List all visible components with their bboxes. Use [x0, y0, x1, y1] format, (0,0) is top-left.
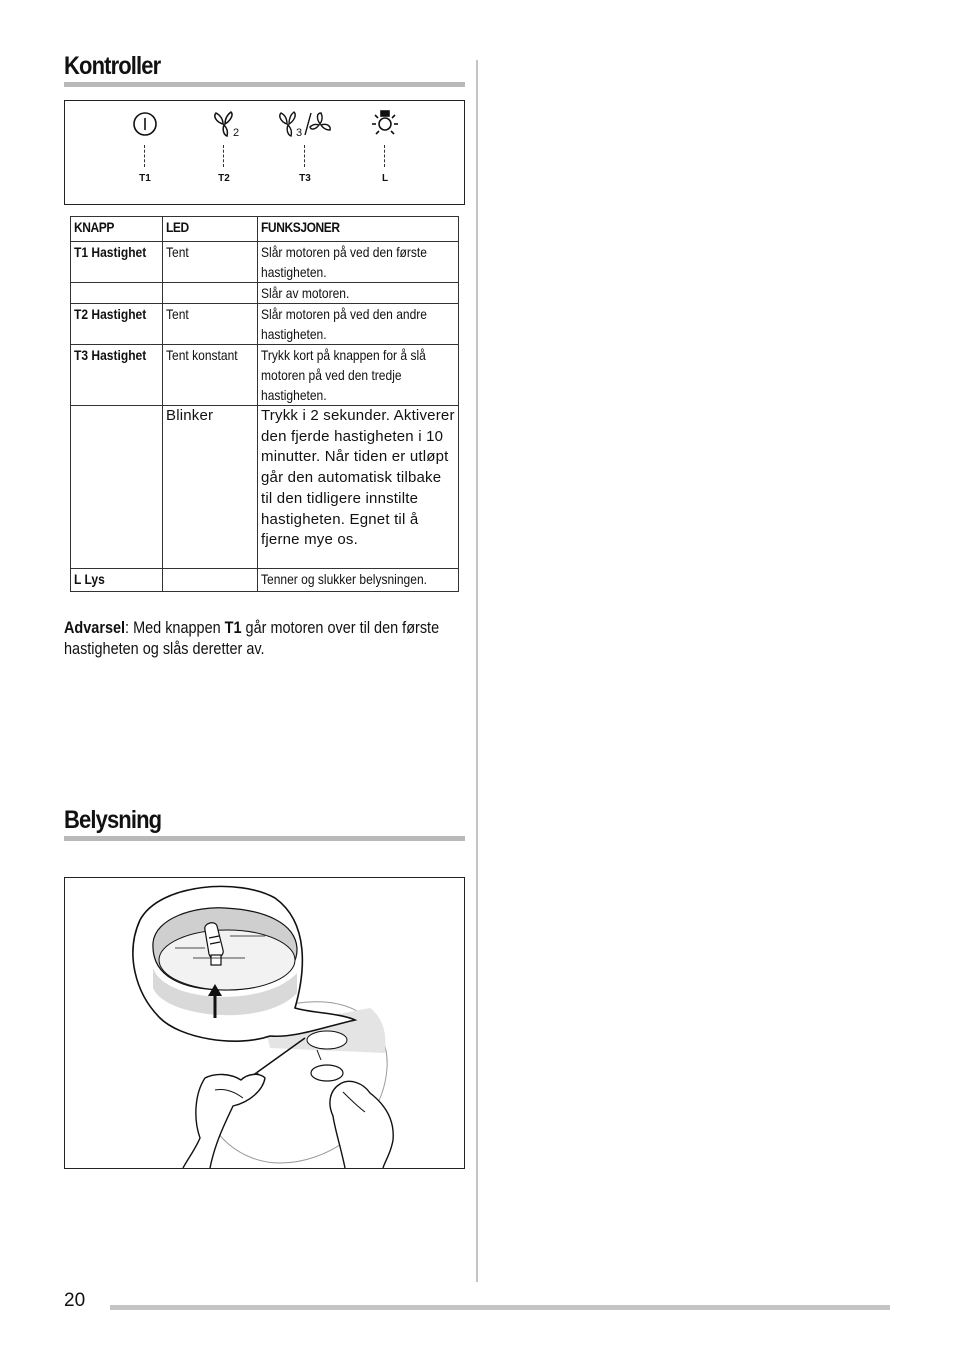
- cell-led: Tent: [163, 304, 258, 345]
- cell-knapp: T2 Hastighet: [71, 304, 163, 345]
- table-row: [71, 406, 459, 569]
- cell-led: Tent konstant: [163, 345, 258, 406]
- title-rule: [64, 82, 465, 87]
- cell-knapp: L Lys: [71, 569, 163, 592]
- cell-knapp: T1 Hastighet: [71, 242, 163, 283]
- button-label-l: L: [381, 173, 389, 184]
- warning-label: Advarsel: [64, 618, 126, 637]
- page-number: 20: [64, 1290, 86, 1311]
- lighting-illustration: [64, 877, 465, 1169]
- light-icon: [355, 109, 415, 139]
- warning-text-before: : Med knappen: [125, 618, 225, 637]
- bulb-replacement-illustration: [65, 878, 464, 1168]
- cell-funksjon: Slår motoren på ved den andre hastigheten.: [258, 304, 459, 345]
- control-button-t3[interactable]: [275, 101, 335, 204]
- functions-table: [70, 216, 459, 592]
- column-divider: [476, 60, 478, 1282]
- cell-funksjon: Tenner og slukker belysningen.: [258, 569, 459, 592]
- cell-funksjon: Slår motoren på ved den første hastigheten.: [258, 242, 459, 283]
- table-row: [71, 345, 459, 406]
- footer-rule: [110, 1305, 890, 1310]
- cell-led: Tent: [163, 242, 258, 283]
- cell-led: [163, 283, 258, 304]
- cell-knapp: [71, 283, 163, 304]
- leader-line: [384, 145, 385, 167]
- table-row: [71, 242, 459, 283]
- control-panel-diagram: [64, 100, 465, 205]
- cell-funksjon: Trykk i 2 sekunder. Aktiverer den fjerde hastigheten i 10 minutter. Når tiden er utløpt går den automatisk tilbake til den tidligere innstilte hastigheten. Egnet til å fjerne mye os.: [258, 406, 459, 569]
- cell-knapp: T3 Hastighet: [71, 345, 163, 406]
- title-rule: [64, 836, 465, 841]
- warning-button: T1: [224, 618, 242, 637]
- power-icon: [115, 109, 175, 139]
- warning-note: [64, 617, 464, 659]
- fan-speed-2-icon: [194, 109, 254, 139]
- cell-funksjon: Slår av motoren.: [258, 283, 459, 304]
- section-title-kontroller: Kontroller: [64, 52, 161, 80]
- control-button-t2[interactable]: [194, 101, 254, 204]
- svg-text:3: 3: [296, 127, 303, 139]
- section-title-belysning: Belysning: [64, 806, 162, 834]
- cell-led: Blinker: [163, 406, 258, 569]
- header-funksjoner: FUNKSJONER: [258, 217, 459, 242]
- cell-knapp: [71, 406, 163, 569]
- cell-funksjon: Trykk kort på knappen for å slå motoren på ved den tredje hastigheten.: [258, 345, 459, 406]
- warning-text-after: går motoren over til den første hastigheten og slås deretter av.: [64, 618, 440, 658]
- svg-text:2: 2: [233, 127, 240, 139]
- control-button-l[interactable]: [355, 101, 415, 204]
- table-row: [71, 304, 459, 345]
- table-row: [71, 283, 459, 304]
- control-button-t1[interactable]: [115, 101, 175, 204]
- leader-line: [304, 145, 305, 167]
- leader-line: [223, 145, 224, 167]
- fan-speed-3-boost-icon: [275, 109, 335, 139]
- header-knapp: KNAPP: [71, 217, 163, 242]
- table-row: [71, 569, 459, 592]
- table-header-row: [71, 217, 459, 242]
- leader-line: [144, 145, 145, 167]
- cell-led: [163, 569, 258, 592]
- button-label-t3: T3: [299, 173, 311, 184]
- button-label-t1: T1: [139, 173, 151, 184]
- button-label-t2: T2: [218, 173, 230, 184]
- header-led: LED: [163, 217, 258, 242]
